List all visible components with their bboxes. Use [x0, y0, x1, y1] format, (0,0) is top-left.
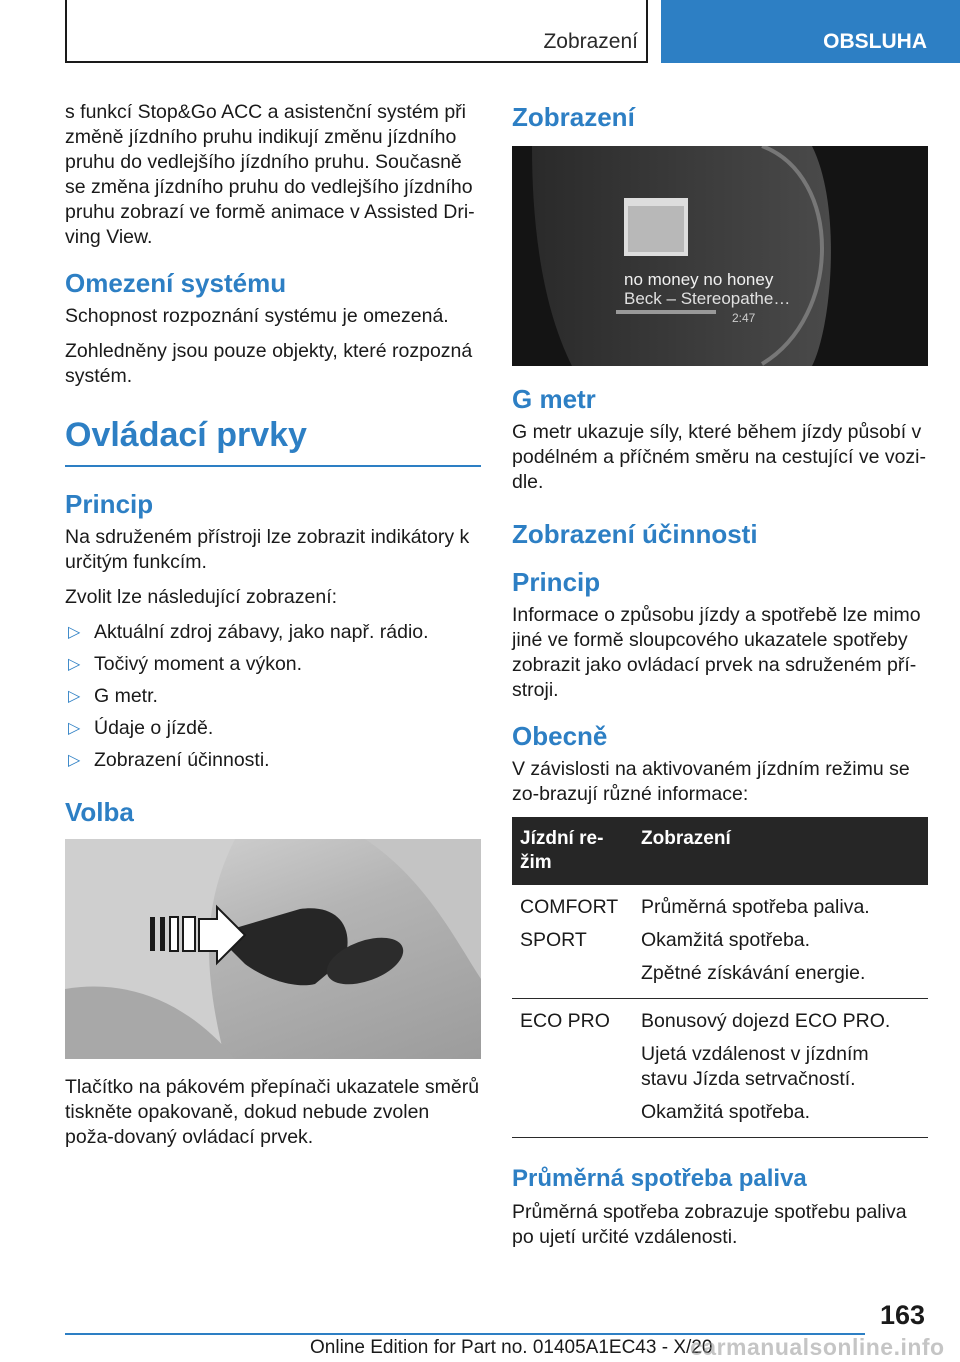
- principle-heading: Princip: [65, 489, 154, 519]
- general-paragraph: V závislosti na aktivovaném jízdním režimu se zo-brazují různé informace:: [512, 758, 910, 805]
- eff-principle-paragraph: Informace o způsobu jízdy a spotřebě lze mimo jiné ve formě sloupcového ukazatele spotřeby zobrazit jako ovládací prvek na sdruženém pří-stroji.: [512, 604, 921, 701]
- triangle-bullet-icon: ▷: [68, 624, 81, 641]
- edition-footer: Online Edition for Part no. 01405A1EC43 - X/20: [310, 1337, 713, 1358]
- eff-principle-heading: Princip: [512, 567, 601, 597]
- left-column: [65, 100, 481, 1160]
- mode-cell: COMFORT SPORT: [512, 885, 633, 999]
- column-header-display: Zobrazení: [633, 817, 928, 885]
- selection-caption: Tlačítko na pákovém přepínači ukazatele směrů tiskněte opakovaně, dokud nebude zvolen poža-dovaný ovládací prvek.: [65, 1076, 480, 1148]
- list-item: ▷ Zobrazení účinnosti.: [68, 749, 270, 771]
- display-heading: Zobrazení: [512, 102, 635, 132]
- page-number: 163: [880, 1300, 926, 1330]
- avg-consumption-heading: Průměrná spotřeba paliva: [512, 1165, 807, 1192]
- triangle-bullet-icon: ▷: [68, 656, 81, 673]
- efficiency-heading: Zobrazení účinnosti: [512, 519, 758, 549]
- watermark: carmanualsonline.info: [690, 1334, 945, 1360]
- limits-heading: Omezení systému: [65, 268, 287, 298]
- list-item: ▷ G metr.: [68, 685, 158, 707]
- gmeter-heading: G metr: [512, 384, 596, 414]
- table-header-row: [512, 817, 928, 885]
- table-row: [512, 999, 928, 1138]
- intro-paragraph: s funkcí Stop&Go ACC a asistenční systém při změně jízdního pruhu indikují změnu jízdního pruhu do vedlejšího jízdního pruhu. Současně se změna jízdního pruhu do vedlejšího jízdního pruhu zobrazí ve formě animace v Assisted Dri-ving View.: [65, 101, 475, 248]
- gmeter-paragraph: G metr ukazuje síly, které během jízdy působí v podélném a příčném směru na cestující ve vozi-dle.: [512, 421, 927, 493]
- song-title: no money no honey: [624, 270, 774, 289]
- display-cell: Průměrná spotřeba paliva. Okamžitá spotřeba. Zpětné získávání energie.: [633, 885, 928, 999]
- limits-paragraph-1: Schopnost rozpoznání systému je omezená.: [65, 305, 449, 327]
- limits-paragraph-2: Zohledněny jsou pouze objekty, které rozpozná systém.: [65, 340, 473, 387]
- driving-mode-table: [512, 817, 928, 1138]
- selection-heading: Volba: [65, 797, 134, 827]
- avg-consumption-paragraph: Průměrná spotřeba zobrazuje spotřebu paliva po ujetí určité vzdálenosti.: [512, 1201, 907, 1248]
- general-heading: Obecně: [512, 721, 608, 751]
- triangle-bullet-icon: ▷: [68, 720, 81, 737]
- principle-paragraph-2: Zvolit lze následující zobrazení:: [65, 586, 338, 608]
- display-options-list: [65, 620, 481, 773]
- triangle-bullet-icon: ▷: [68, 688, 81, 705]
- principle-paragraph-1: Na sdruženém přístroji lze zobrazit indikátory k určitým funkcím.: [65, 526, 470, 573]
- triangle-bullet-icon: ▷: [68, 752, 81, 769]
- header-chapter-tab: [661, 0, 960, 63]
- right-column: [512, 100, 928, 1260]
- header-chapter-label: OBSLUHA: [823, 30, 927, 53]
- list-item: ▷ Aktuální zdroj zábavy, jako např. rádio.: [68, 621, 429, 643]
- display-cell: Bonusový dojezd ECO PRO. Ujetá vzdálenost v jízdním stavu Jízda setrvačností. Okamžitá spotřeba.: [633, 999, 928, 1138]
- song-artist: Beck – Stereopathe…: [624, 289, 791, 308]
- instrument-cluster-image: [512, 146, 928, 366]
- header-section-title: Zobrazení: [543, 30, 638, 53]
- controls-heading: Ovládací prvky: [65, 415, 481, 467]
- column-header-mode: Jízdní re-žim: [512, 817, 633, 885]
- turn-signal-lever-image: [65, 839, 481, 1059]
- song-time: 2:47: [732, 311, 756, 325]
- list-item: ▷ Točivý moment a výkon.: [68, 653, 303, 675]
- list-item: ▷ Údaje o jízdě.: [68, 717, 214, 739]
- table-row: [512, 885, 928, 999]
- mode-cell: ECO PRO: [512, 999, 633, 1138]
